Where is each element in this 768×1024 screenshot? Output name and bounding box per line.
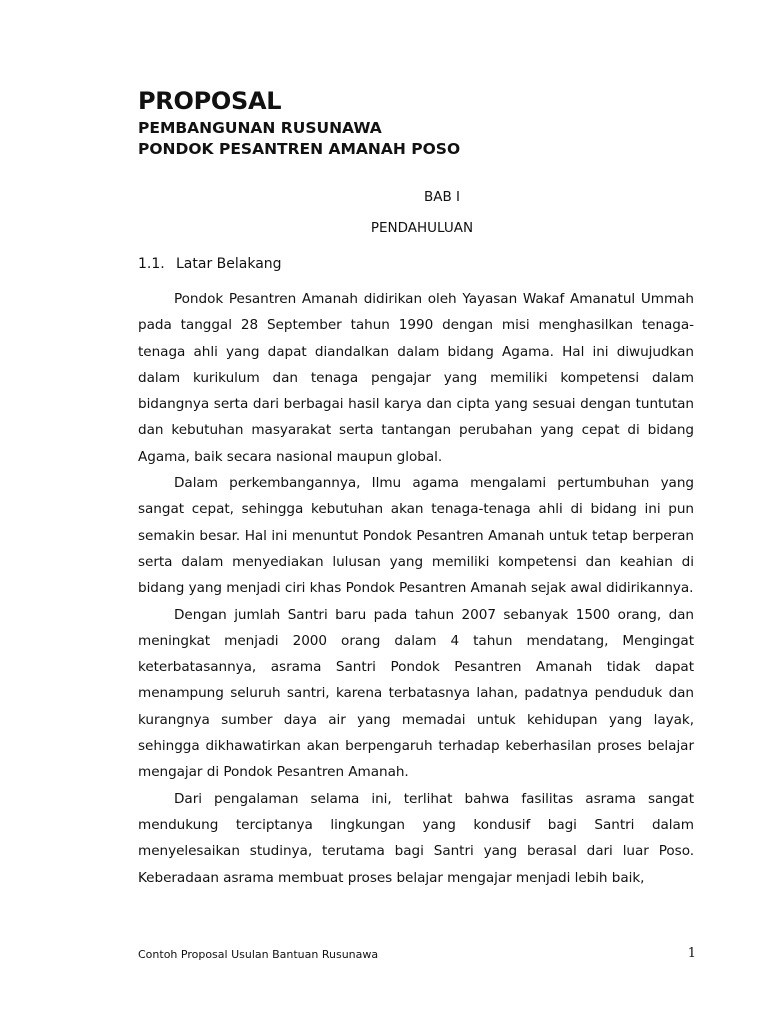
section-number: 1.1. (138, 256, 165, 272)
document-title: PROPOSAL (138, 87, 282, 115)
chapter-name: PENDAHULUAN (370, 220, 474, 236)
page-footer (138, 946, 696, 964)
paragraph: Dari pengalaman selama ini, terlihat bahwa fasilitas asrama sangat mendukung terciptanya lingkungan yang kondusif bagi Santri dalam menyelesaikan studinya, terutama bagi Santri yang berasal dari luar Poso. Keberadaan asrama membuat proses belajar mengajar menjadi lebih baik, (138, 790, 694, 886)
paragraph: Pondok Pesantren Amanah didirikan oleh Yayasan Wakaf Amanatul Ummah pada tanggal 28 September tahun 1990 dengan misi menghasilkan tenaga-tenaga ahli yang dapat diandalkan dalam bidang Agama. Hal ini diwujudkan dalam kurikulum dan tenaga pengajar yang memiliki kompetensi dalam bidangnya serta dari berbagai hasil karya dan cipta yang sesuai dengan tuntutan dan kebutuhan masyarakat serta tantangan perubahan yang cepat di bidang Agama, baik secara nasional maupun global. (138, 291, 694, 465)
document-subtitle-line-1: PEMBANGUNAN RUSUNAWA (138, 119, 382, 137)
chapter-label: BAB I (423, 189, 461, 205)
footer-text: Contoh Proposal Usulan Bantuan Rusunawa (138, 948, 379, 961)
page-number: 1 (687, 946, 696, 961)
document-subtitle-line-2: PONDOK PESANTREN AMANAH POSO (138, 140, 461, 158)
section-heading (138, 255, 282, 273)
paragraph: Dengan jumlah Santri baru pada tahun 2007 sebanyak 1500 orang, dan meningkat menjadi 2000 orang dalam 4 tahun mendatang, Mengingat keterbatasannya, asrama Santri Pondok Pesantren Amanah tidak dapat menampung seluruh santri, karena terbatasnya lahan, padatnya penduduk dan kurangnya sumber daya air yang memadai untuk kehidupan yang layak, sehingga dikhawatirkan akan berpengaruh terhadap keberhasilan proses belajar mengajar di Pondok Pesantren Amanah. (138, 606, 694, 781)
paragraph: Dalam perkembangannya, Ilmu agama mengalami pertumbuhan yang sangat cepat, sehingga kebutuhan akan tenaga-tenaga ahli di bidang ini pun semakin besar. Hal ini menuntut Pondok Pesantren Amanah untuk tetap berperan serta dalam menyediakan lulusan yang memiliki kompetensi dan keahian di bidang yang menjadi ciri khas Pondok Pesantren Amanah sejak awal didirikannya. (138, 475, 694, 597)
section-title: Latar Belakang (176, 256, 282, 272)
body-text (138, 286, 694, 891)
